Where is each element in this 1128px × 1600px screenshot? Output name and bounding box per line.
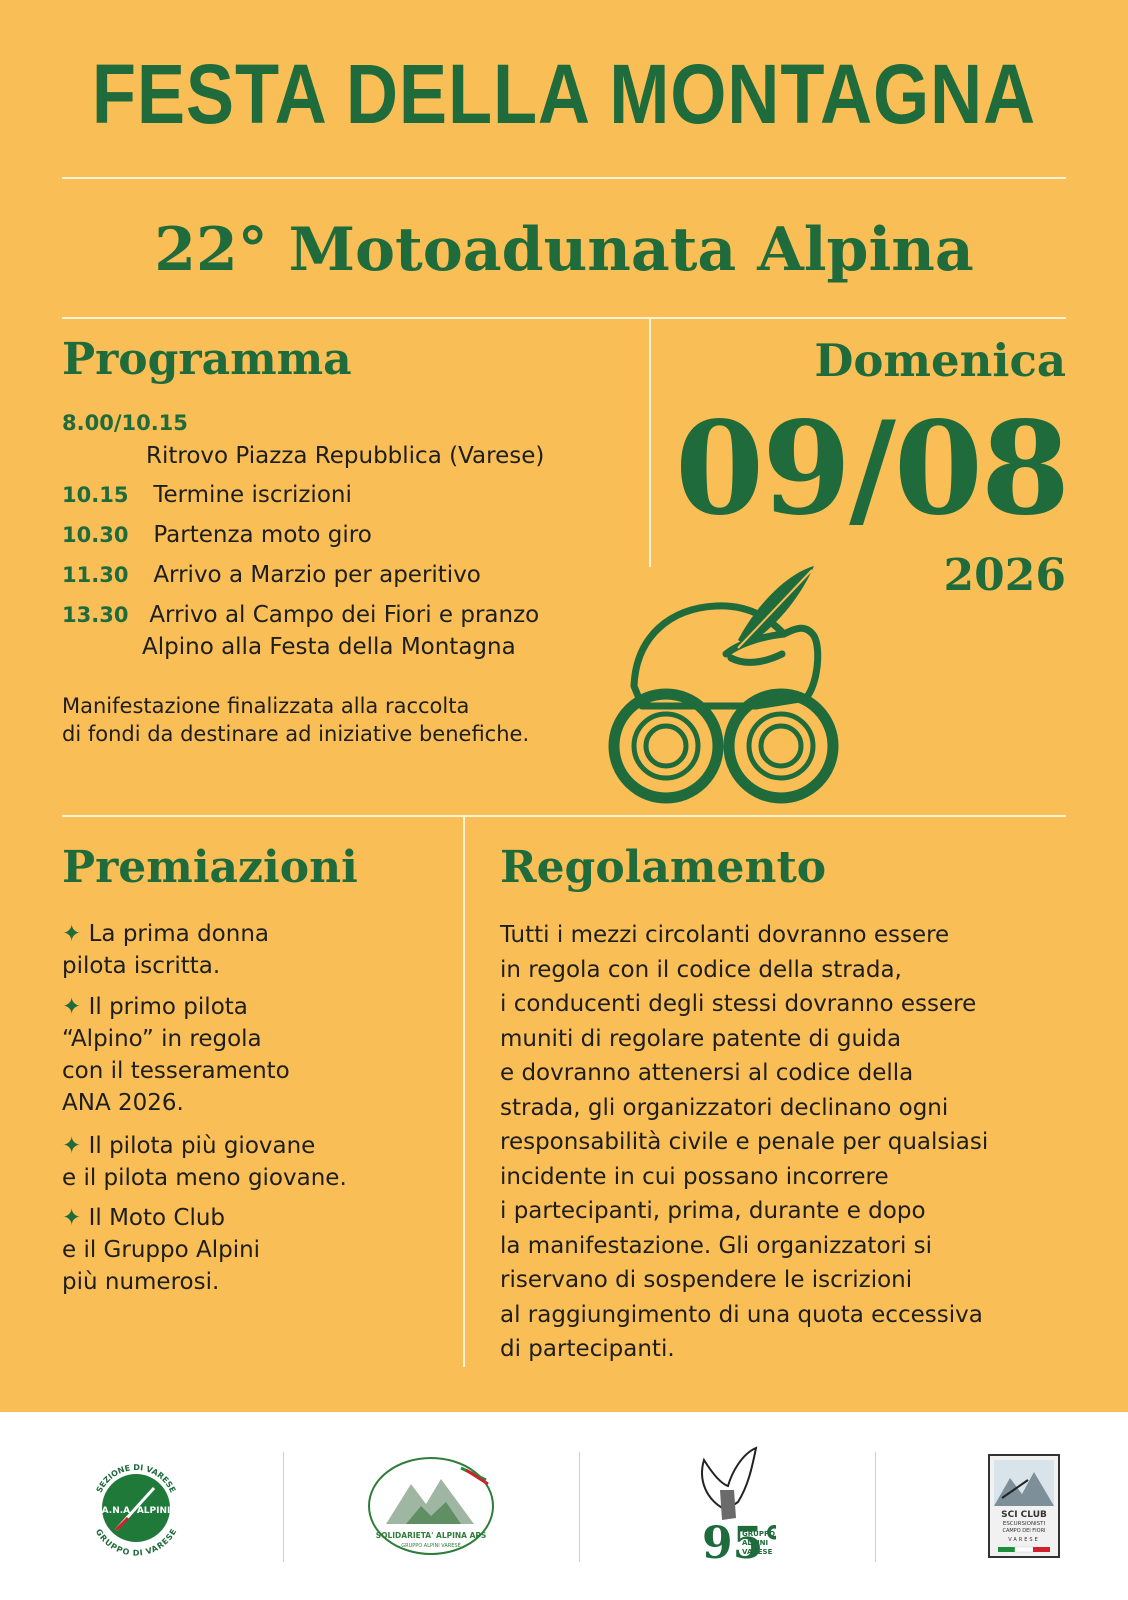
divider-vertical-program	[649, 317, 651, 567]
logo1-top-text: SEZIONE DI VARESE	[94, 1462, 178, 1495]
logo2-text: SOLIDARIETA' ALPINA APS	[375, 1531, 487, 1540]
divider-top	[62, 177, 1066, 179]
regolamento-heading: Regolamento	[500, 842, 827, 893]
page-title: FESTA DELLA MONTAGNA	[91, 47, 1037, 141]
rules-line: incidente in cui possano incorrere	[500, 1163, 889, 1190]
rules-line: riservano di sospendere le iscrizioni	[500, 1267, 913, 1293]
program-text: Termine iscrizioni	[153, 482, 352, 508]
program-time: 8.00/10.15	[62, 411, 188, 435]
day-label: Domenica	[814, 334, 1066, 387]
footer-divider	[283, 1452, 284, 1562]
rules-line: muniti di regolare patente di guida	[500, 1025, 902, 1052]
award-item	[62, 1130, 347, 1194]
award-line: La prima donna	[88, 921, 269, 947]
logo3-number: 95°	[702, 1518, 776, 1569]
program-time: 11.30	[62, 563, 129, 587]
footer-divider	[875, 1452, 876, 1562]
divider-middle	[62, 815, 1066, 817]
divider-vertical-bottom	[463, 815, 465, 1367]
program-item	[62, 480, 352, 510]
award-line: e il pilota meno giovane.	[62, 1165, 347, 1191]
program-item	[62, 408, 188, 438]
program-time: 10.15	[62, 483, 129, 507]
star-icon: ✦	[62, 1133, 82, 1159]
logo1-bottom-text: GRUPPO DI VARESE	[93, 1527, 179, 1558]
sci-club-emblem-icon	[988, 1454, 1060, 1558]
alpine-hat-motorcycle-icon	[606, 566, 856, 816]
program-text: Partenza moto giro	[153, 522, 372, 548]
program-item-text	[146, 441, 544, 471]
award-line: Il pilota più giovane	[88, 1133, 316, 1159]
logo4-text3: CAMPO DEI FIORI	[1002, 1528, 1046, 1534]
solidarieta-emblem-icon	[366, 1454, 496, 1558]
logo4-text4: VARESE	[1008, 1537, 1040, 1543]
event-subtitle: 22° Motoadunata Alpina	[154, 215, 974, 285]
star-icon: ✦	[62, 1205, 82, 1231]
ana-varese-logo	[86, 1458, 186, 1558]
rules-line: in regola con il codice della strada,	[500, 956, 902, 983]
rules-line: i partecipanti, prima, durante e dopo	[500, 1198, 926, 1224]
award-item	[62, 991, 290, 1119]
award-item	[62, 1202, 260, 1298]
solidarieta-alpina-logo	[366, 1454, 496, 1558]
award-item	[62, 918, 269, 982]
rules-line: al raggiungimento di una quota eccessiva	[500, 1301, 983, 1328]
event-date: 09/08	[675, 394, 1068, 544]
award-line: pilota iscritta.	[62, 953, 221, 979]
rules-text	[500, 918, 1070, 1367]
rules-line: Tutti i mezzi circolanti dovranno essere	[500, 922, 950, 948]
program-text: Alpino alla Festa della Montagna	[142, 634, 516, 660]
note-line: di fondi da destinare ad iniziative benefiche.	[62, 722, 530, 746]
rules-line: responsabilità civile e penale per qualsiasi	[500, 1129, 989, 1155]
eagle-95-icon	[676, 1440, 776, 1570]
programma-heading: Programma	[62, 334, 352, 385]
logo3-text1: GRUPPO	[742, 1530, 776, 1538]
rules-line: i conducenti degli stessi dovranno essere	[500, 991, 977, 1017]
program-item	[62, 520, 372, 550]
rules-line: e dovranno attenersi al codice della	[500, 1060, 914, 1086]
award-line: Il Moto Club	[88, 1205, 226, 1231]
note-line: Manifestazione finalizzata alla raccolta	[62, 694, 470, 718]
logo1-center-text: A.N.A. ALPINI	[101, 1506, 171, 1516]
logo2-sub: GRUPPO ALPINI VARESE	[401, 1543, 461, 1549]
award-line: Il primo pilota	[88, 994, 248, 1020]
sci-club-logo	[988, 1454, 1060, 1558]
logo4-text2: ESCURSIONISTI	[1002, 1521, 1046, 1527]
program-text: Arrivo a Marzio per aperitivo	[153, 562, 481, 588]
program-text: Ritrovo Piazza Repubblica (Varese)	[146, 443, 545, 469]
program-item	[62, 600, 539, 630]
program-time: 13.30	[62, 603, 129, 627]
award-line: ANA 2026.	[62, 1090, 184, 1116]
logo4-text1: SCI CLUB	[1001, 1510, 1047, 1520]
program-time: 10.30	[62, 523, 129, 547]
logo3-text2: ALPINI	[742, 1539, 769, 1547]
award-line: e il Gruppo Alpini	[62, 1237, 261, 1263]
award-line: con il tesseramento	[62, 1058, 290, 1084]
star-icon: ✦	[62, 994, 82, 1020]
award-line: “Alpino” in regola	[62, 1026, 262, 1052]
charity-note	[62, 692, 622, 748]
sponsor-footer	[0, 1412, 1128, 1600]
award-line: più numerosi.	[62, 1269, 220, 1295]
program-text: Arrivo al Campo dei Fiori e pranzo	[149, 602, 540, 628]
program-item	[62, 560, 481, 590]
program-item-text	[142, 632, 516, 662]
logo3-text3: VARESE	[742, 1548, 773, 1556]
rules-line: di partecipanti.	[500, 1336, 675, 1362]
star-icon: ✦	[62, 921, 82, 947]
event-year: 2026	[943, 550, 1066, 601]
ana-seal-icon	[86, 1458, 186, 1558]
divider-program	[62, 317, 1066, 319]
rules-line: la manifestazione. Gli organizzatori si	[500, 1232, 933, 1259]
footer-divider	[579, 1452, 580, 1562]
gruppo-95-logo	[676, 1440, 776, 1570]
rules-line: strada, gli organizzatori declinano ogni	[500, 1094, 949, 1121]
premiazioni-heading: Premiazioni	[62, 842, 358, 893]
